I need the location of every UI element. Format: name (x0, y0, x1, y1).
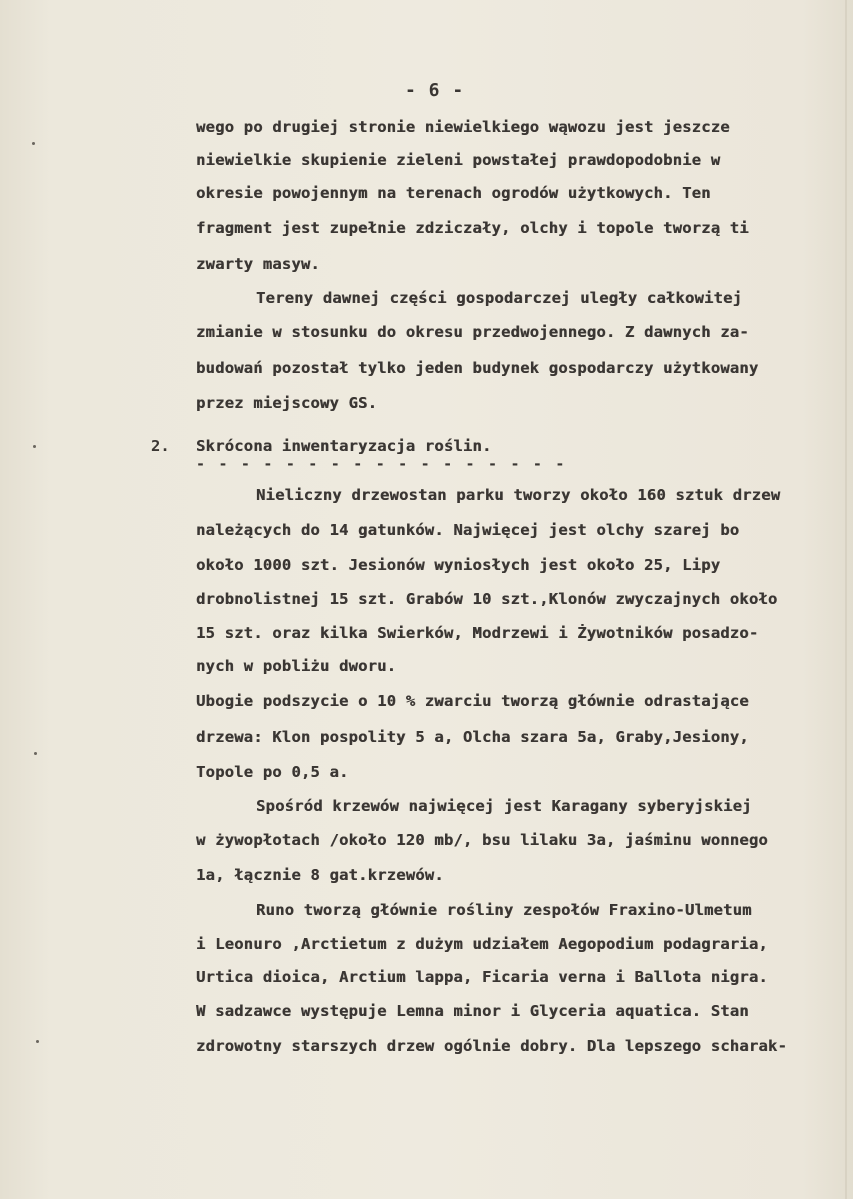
text-line: zdrowotny starszych drzew ogólnie dobry. Dla lepszego scharak- (196, 1037, 787, 1055)
section-title: Skrócona inwentaryzacja roślin. (196, 437, 492, 455)
text-line: Urtica dioica, Arctium lappa, Ficaria verna i Ballota nigra. (196, 968, 768, 986)
punch-mark (32, 142, 35, 145)
text-line: niewielkie skupienie zieleni powstałej prawdopodobnie w (196, 151, 721, 169)
text-line: w żywopłotach /około 120 mb/, bsu lilaku 3a, jaśminu wonnego (196, 831, 768, 849)
text-line: przez miejscowy GS. (196, 394, 378, 412)
text-line: Ubogie podszycie o 10 % zwarciu tworzą głównie odrastające (196, 692, 749, 710)
section-number: 2. (151, 437, 170, 455)
punch-mark (33, 445, 36, 448)
text-line: około 1000 szt. Jesionów wyniosłych jest około 25, Lipy (196, 556, 721, 574)
text-line: Nieliczny drzewostan parku tworzy około 160 sztuk drzew (256, 486, 781, 504)
text-line: 1a, łącznie 8 gat.krzewów. (196, 866, 444, 884)
text-line: budowań pozostał tylko jeden budynek gospodarczy użytkowany (196, 359, 759, 377)
text-line: Tereny dawnej części gospodarczej uległy całkowitej (256, 289, 743, 307)
punch-mark (34, 752, 37, 755)
text-line: wego po drugiej stronie niewielkiego wąwozu jest jeszcze (196, 118, 730, 136)
text-line: zmianie w stosunku do okresu przedwojennego. Z dawnych za- (196, 323, 749, 341)
text-line: należących do 14 gatunków. Najwięcej jest olchy szarej bo (196, 521, 740, 539)
text-line: okresie powojennym na terenach ogrodów użytkowych. Ten (196, 184, 711, 202)
page-edge (845, 0, 847, 1199)
text-line: W sadzawce występuje Lemna minor i Glyceria aquatica. Stan (196, 1002, 749, 1020)
section-title-underline: - - - - - - - - - - - - - - - - - (196, 455, 567, 473)
page-number: - 6 - (405, 80, 465, 101)
text-line: Spośród krzewów najwięcej jest Karagany syberyjskiej (256, 797, 752, 815)
text-line: Topole po 0,5 a. (196, 763, 349, 781)
text-line: 15 szt. oraz kilka Swierków, Modrzewi i Żywotników posadzo- (196, 624, 759, 642)
text-line: Runo tworzą głównie rośliny zespołów Fraxino-Ulmetum (256, 901, 752, 919)
text-line: drobnolistnej 15 szt. Grabów 10 szt.,Klonów zwyczajnych około (196, 590, 778, 608)
text-line: i Leonuro ,Arctietum z dużym udziałem Aegopodium podagraria, (196, 935, 768, 953)
text-line: drzewa: Klon pospolity 5 a, Olcha szara 5a, Graby,Jesiony, (196, 728, 749, 746)
text-line: nych w pobliżu dworu. (196, 657, 397, 675)
punch-mark (36, 1040, 39, 1043)
text-line: zwarty masyw. (196, 255, 320, 273)
text-line: fragment jest zupełnie zdziczały, olchy i topole tworzą ti (196, 219, 749, 237)
